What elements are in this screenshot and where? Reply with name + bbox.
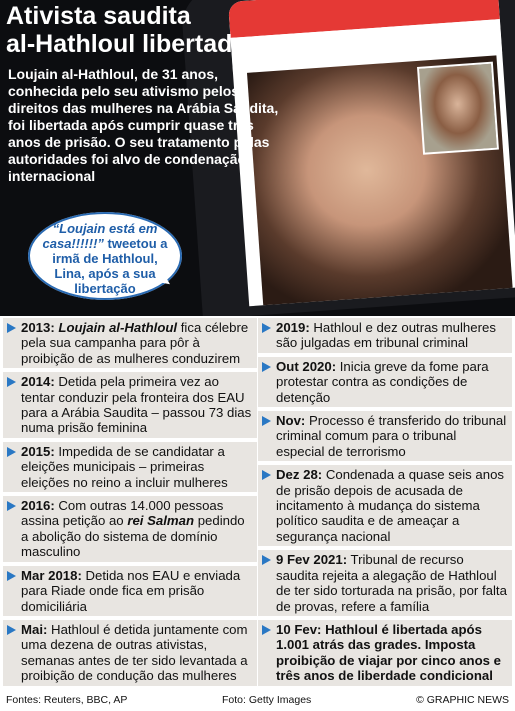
- timeline-entry: [3, 318, 257, 368]
- arrow-right-icon: [262, 362, 271, 372]
- timeline-entry: [3, 442, 257, 492]
- speech-bubble-text: [38, 221, 172, 296]
- entry-date: 2016:: [21, 498, 55, 514]
- timeline-entry: [258, 550, 512, 616]
- timeline: [0, 318, 515, 688]
- entry-text: fica célebre pela sua campanha para pôr à proibição de as mulheres conduzirem: [21, 320, 249, 366]
- timeline-left-column: [3, 318, 257, 690]
- entry-date: 2013:: [21, 320, 55, 335]
- timeline-right-column: [258, 318, 512, 690]
- entry-date: 2015:: [21, 443, 55, 459]
- entry-emphasis: Loujain al-Hathloul: [58, 320, 178, 335]
- entry-date: Dez 28:: [276, 467, 323, 483]
- entry-text: Impedida de se candidatar a eleições municipais – primeiras eleições no reino a incluir mulheres: [21, 443, 228, 490]
- entry-text: Com outras 14.000 pessoas assina petição ao: [21, 498, 224, 529]
- footer: [0, 691, 515, 711]
- arrow-right-icon: [7, 571, 16, 581]
- entry-text: Detida pela primeira vez ao tentar conduzir pela fronteira dos EAU para a Arábia Saudita – passou 73 dias numa prisão feminina: [21, 374, 252, 436]
- timeline-entry: [3, 566, 257, 616]
- timeline-entry: [3, 496, 257, 562]
- entry-text: Tribunal de recurso saudita rejeita a alegação de Hathloul de ter sido torturada na prisão, por falta de provas, refere a família: [276, 552, 507, 614]
- arrow-right-icon: [262, 625, 271, 635]
- entry-date: Mar 2018:: [21, 567, 82, 583]
- arrow-right-icon: [262, 323, 271, 333]
- arrow-right-icon: [7, 447, 16, 457]
- page-title: [6, 2, 246, 58]
- timeline-entry: [258, 357, 512, 407]
- title-line-1: Ativista saudita: [6, 2, 191, 30]
- entry-text: Hathloul é libertada após 1.001 atrás das grades. Imposta proibição de viajar por cinco anos e três anos de liberdade condicional: [276, 621, 501, 684]
- entry-date: 2019:: [276, 320, 310, 335]
- timeline-entry-final: [258, 620, 512, 686]
- arrow-right-icon: [7, 377, 16, 387]
- sources-credit: Fontes: Reuters, BBC, AP: [6, 694, 128, 706]
- entry-text: Condenada a quase seis anos de prisão depois de acusada de incitamento à mudança do sistema político saudita e de ameaçar a segurança nacional: [276, 467, 505, 544]
- timeline-entry: [258, 465, 512, 546]
- entry-text: Processo é transferido do tribunal criminal comum para o tribunal especial de terrorismo: [276, 413, 507, 459]
- timeline-entry: [258, 411, 512, 461]
- entry-date: Out 2020:: [276, 358, 337, 374]
- title-line-2: al-Hathloul libertada: [6, 30, 247, 58]
- arrow-right-icon: [7, 501, 16, 511]
- timeline-entry: [3, 372, 257, 438]
- video-call-pip-image: [417, 62, 499, 155]
- entry-text: pedindo a abolição do sistema de domínio masculino: [21, 513, 245, 560]
- entry-text: Inicia greve da fome para protestar contra as condições de detenção: [276, 358, 489, 405]
- arrow-right-icon: [262, 416, 271, 426]
- timeline-entry: [258, 318, 512, 353]
- entry-text: Hathloul é detida juntamente com uma dezena de outras ativistas, semanas antes de ter sido levantada a proibição de condução das mulheres: [21, 621, 248, 684]
- entry-text: Detida nos EAU e enviada para Riade onde fica em prisão domiciliária: [21, 567, 241, 614]
- bubble-quote: “Loujain está em casa!!!!!!”: [42, 221, 158, 251]
- arrow-right-icon: [7, 323, 16, 333]
- intro-text: Loujain al-Hathloul, de 31 anos, conhecida pelo seu ativismo pelos direitos das mulheres na Arábia Saudita, foi libertada após cumprir quase três anos de prisão. O seu tratamento pelas autoridades foi alvo de condenação internacional: [8, 66, 279, 184]
- entry-emphasis: rei Salman: [127, 513, 195, 529]
- arrow-right-icon: [262, 555, 271, 565]
- entry-date: Mai:: [21, 621, 48, 637]
- entry-date: Nov:: [276, 413, 306, 429]
- bubble-caption: tweetou a irmã de Hathloul, Lina, após a sua libertação: [52, 236, 168, 296]
- entry-date: 10 Fev:: [276, 621, 322, 637]
- arrow-right-icon: [262, 470, 271, 480]
- entry-date: 9 Fev 2021:: [276, 552, 348, 568]
- entry-date: 2014:: [21, 374, 55, 390]
- arrow-right-icon: [7, 625, 16, 635]
- hero-photo: [0, 0, 515, 316]
- entry-text: Hathloul e dez outras mulheres são julgadas em tribunal criminal: [276, 320, 496, 351]
- timeline-entry: [3, 620, 257, 686]
- photo-credit: Foto: Getty Images: [222, 694, 312, 706]
- brand-credit: © GRAPHIC NEWS: [416, 694, 509, 706]
